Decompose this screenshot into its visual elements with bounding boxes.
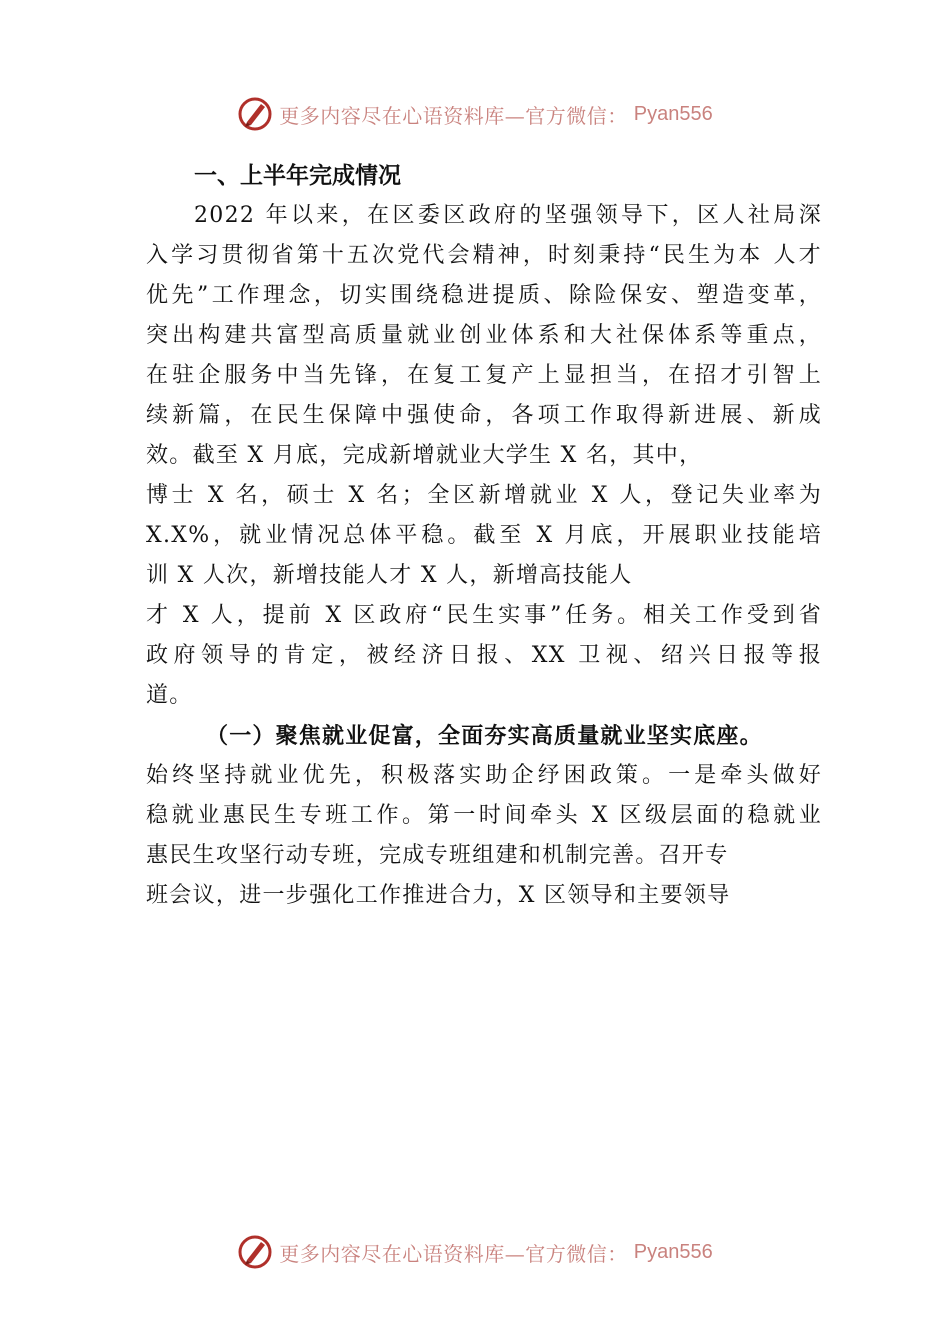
subsection-heading: （一）聚焦就业促富，全面夯实高质量就业坚实底座。 <box>206 723 763 749</box>
watermark-handle: Pyan556 <box>633 1240 713 1263</box>
paragraph-2 <box>146 756 822 916</box>
paragraph-line: 班会议，进一步强化工作推进合力，X 区领导和主要领导 <box>146 883 731 908</box>
paragraph-line: 博士 X 名，硕士 X 名；全区新增就业 X 人，登记失业率为 <box>146 483 822 508</box>
paragraph-line: 道。 <box>146 683 193 708</box>
paragraph-line: 效。截至 X 月底，完成新增就业大学生 X 名，其中， <box>146 443 703 468</box>
paragraph-1 <box>146 196 822 716</box>
watermark-handle: Pyan556 <box>633 102 713 125</box>
pen-logo-icon <box>237 96 273 132</box>
paragraph-line: 稳就业惠民生专班工作。第一时间牵头 X 区级层面的稳就业 <box>146 803 822 828</box>
section-heading: 一、上半年完成情况 <box>194 163 401 189</box>
paragraph-line: 始终坚持就业优先，积极落实助企纾困政策。一是牵头做好 <box>146 763 822 788</box>
paragraph-line: 续新篇，在民生保障中强使命，各项工作取得新进展、新成 <box>146 403 822 428</box>
paragraph-line: 才 X 人，提前 X 区政府“民生实事”任务。相关工作受到省 <box>146 603 822 628</box>
pen-logo-icon <box>237 1234 273 1270</box>
paragraph-line: 在驻企服务中当先锋，在复工复产上显担当，在招才引智上 <box>146 363 822 388</box>
paragraph-line: 2022 年以来，在区委区政府的坚强领导下，区人社局深 <box>194 203 822 228</box>
paragraph-line: 政府领导的肯定，被经济日报、XX 卫视、绍兴日报等报 <box>146 643 822 668</box>
document-body <box>146 156 822 916</box>
watermark-footer <box>0 1232 950 1272</box>
paragraph-line: 突出构建共富型高质量就业创业体系和大社保体系等重点， <box>146 323 822 348</box>
paragraph-line: X.X%，就业情况总体平稳。截至 X 月底，开展职业技能培 <box>146 523 822 548</box>
paragraph-line: 惠民生攻坚行动专班，完成专班组建和机制完善。召开专 <box>146 843 729 868</box>
watermark-text: 更多内容尽在心语资料库—官方微信： <box>279 1241 628 1266</box>
paragraph-line: 训 X 人次，新增技能人才 X 人，新增高技能人 <box>146 563 633 588</box>
watermark-text: 更多内容尽在心语资料库—官方微信： <box>279 103 628 128</box>
paragraph-line: 优先”工作理念，切实围绕稳进提质、除险保安、塑造变革， <box>146 283 822 308</box>
paragraph-line: 入学习贯彻省第十五次党代会精神，时刻秉持“民生为本 人才 <box>146 243 822 268</box>
watermark-header <box>0 94 950 134</box>
